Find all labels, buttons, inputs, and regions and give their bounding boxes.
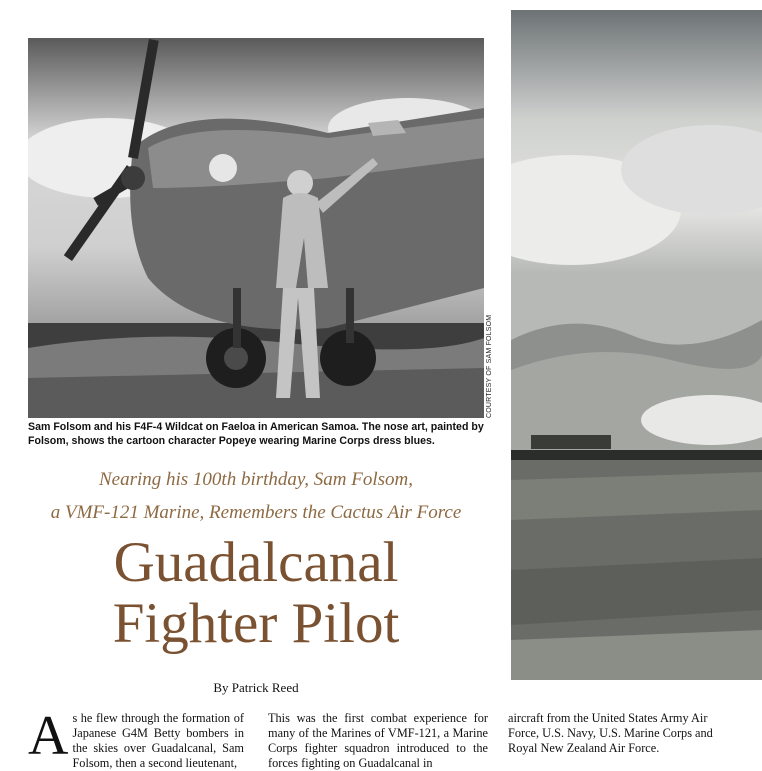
deck-line-1: Nearing his 100th birthday, Sam Folsom, [98, 469, 414, 490]
deck [28, 463, 484, 529]
byline: By Patrick Reed [213, 680, 299, 695]
wildcat-photo-illustration [28, 38, 484, 418]
body-column-3: aircraft from the United States Army Air Force, U.S. Navy, U.S. Marine Corps and Royal New Zealand Air Force. [508, 711, 713, 755]
photo-caption: Sam Folsom and his F4F-4 Wildcat on Faeloa in American Samoa. The nose art, painted by Folsom, shows the cartoon character Popeye wearing Marine Corps dress blues. [28, 421, 484, 447]
headline-line-2: Fighter Pilot [112, 592, 400, 655]
body-column-1 [28, 705, 244, 771]
airfield-photo-illustration [511, 10, 762, 680]
deck-line-2: a VMF-121 Marine, Remembers the Cactus Air Force [50, 502, 462, 523]
body-column-1-text: s he flew through the formation of Japanese G4M Betty bombers in the skies over Guadalcanal, Sam Folsom, then a second lieutenant, [72, 711, 244, 770]
headline [28, 532, 484, 654]
body-column-2: This was the first combat experience for many of the Marines of VMF-121, a Marine Corps fighter squadron introduced to the forces fighting on Guadalcanal in [268, 711, 488, 770]
drop-cap: A [28, 705, 69, 767]
airfield-photo [511, 10, 762, 680]
headline-line-1: Guadalcanal [113, 531, 399, 594]
photo-credit: COURTESY OF SAM FOLSOM [486, 314, 493, 418]
main-photo [28, 38, 484, 418]
